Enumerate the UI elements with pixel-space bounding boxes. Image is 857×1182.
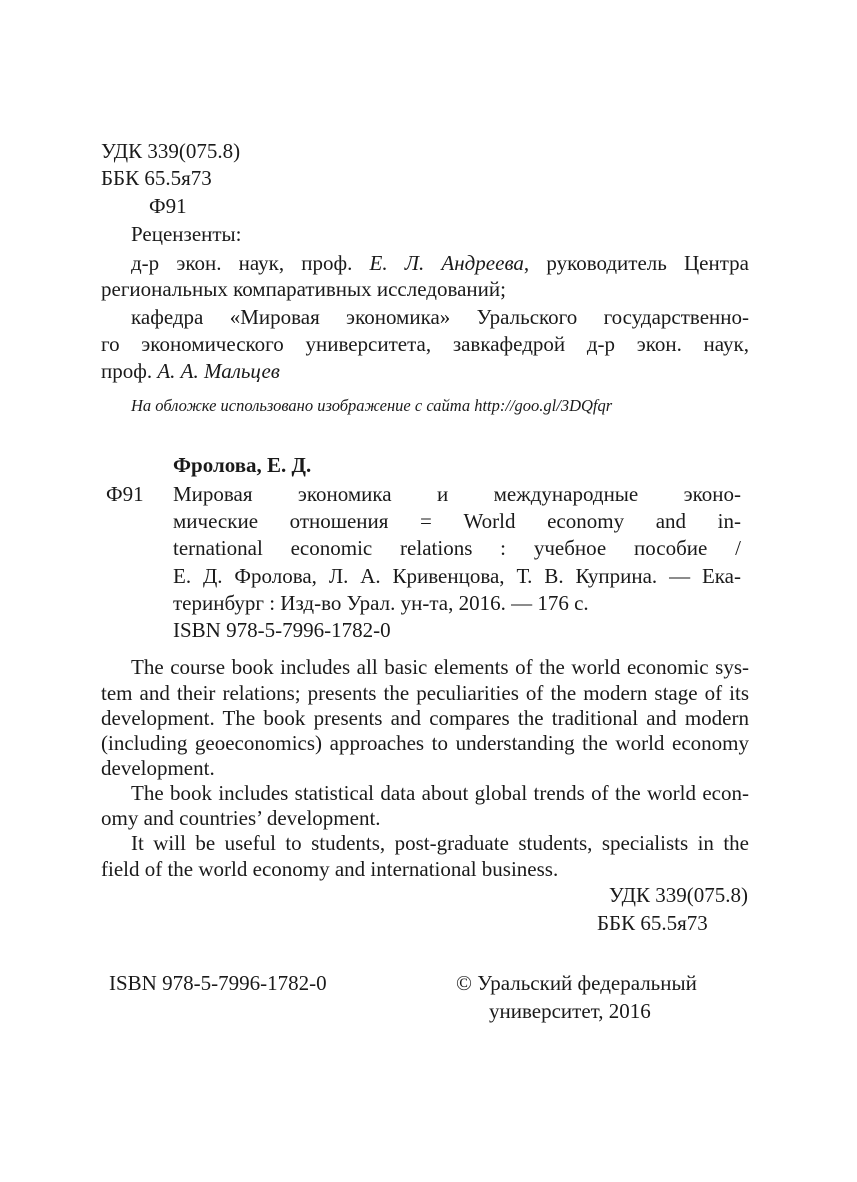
reviewer-2-line-1: кафедра «Мировая экономика» Уральского государственно- [131,305,749,329]
catalog-line: мические отношения = World economy and in- [173,509,741,533]
abstract-line: omy and countries’ development. [101,806,381,830]
reviewer-1-name: Е. Л. Андреева [369,251,524,275]
catalog-line: Мировая экономика и международные эконо- [173,482,741,506]
reviewer-2-title: проф. [101,359,158,383]
reviewer-1-line-2: региональных компаративных исследований; [101,277,506,301]
catalog-line: ternational economic relations : учебное пособие / [173,536,741,560]
copyright-line-2: университет, 2016 [489,999,651,1023]
bbk-code: ББК 65.5я73 [101,166,212,190]
catalog-isbn: ISBN 978-5-7996-1782-0 [173,618,391,642]
footer-bbk: ББК 65.5я73 [597,911,708,935]
abstract-line: development. [101,756,215,780]
copyright-line-1: © Уральский федеральный [456,971,697,995]
reviewer-1-line-1 [131,251,749,275]
reviewer-1-degree: д-р экон. наук, проф. [131,251,370,275]
udk-code: УДК 339(075.8) [101,139,241,163]
abstract-line: The book includes statistical data about global trends of the world econ- [131,781,749,805]
catalog-author: Фролова, Е. Д. [173,453,312,477]
abstract-line: tem and their relations; presents the peculiarities of the modern stage of its [101,681,749,705]
footer-isbn: ISBN 978-5-7996-1782-0 [109,971,327,995]
reviewer-1-position: , руководитель Центра [523,251,749,275]
abstract-line: (including geoeconomics) approaches to understanding the world economy [101,731,749,755]
reviewer-2-line-2: го экономического университета, завкафедрой д-р экон. наук, [101,332,749,356]
abstract-line: field of the world economy and international business. [101,857,559,881]
catalog-line: Е. Д. Фролова, Л. А. Кривенцова, Т. В. Куприна. — Ека- [173,564,741,588]
cover-image-note: На обложке использовано изображение с сайта http://goo.gl/3DQfqr [131,396,613,415]
abstract-line: It will be useful to students, post-graduate students, specialists in the [131,831,749,855]
author-sign: Ф91 [149,194,187,218]
catalog-code: Ф91 [106,482,144,506]
catalog-line: теринбург : Изд-во Урал. ун-та, 2016. — 176 с. [173,591,589,615]
reviewer-2-line-3 [101,359,280,383]
abstract-line: The course book includes all basic elements of the world economic sys- [131,655,749,679]
reviewers-label: Рецензенты: [131,222,242,246]
footer-udk: УДК 339(075.8) [608,883,748,907]
reviewer-2-name: А. А. Мальцев [157,359,280,383]
abstract-line: development. The book presents and compares the traditional and modern [101,706,749,730]
